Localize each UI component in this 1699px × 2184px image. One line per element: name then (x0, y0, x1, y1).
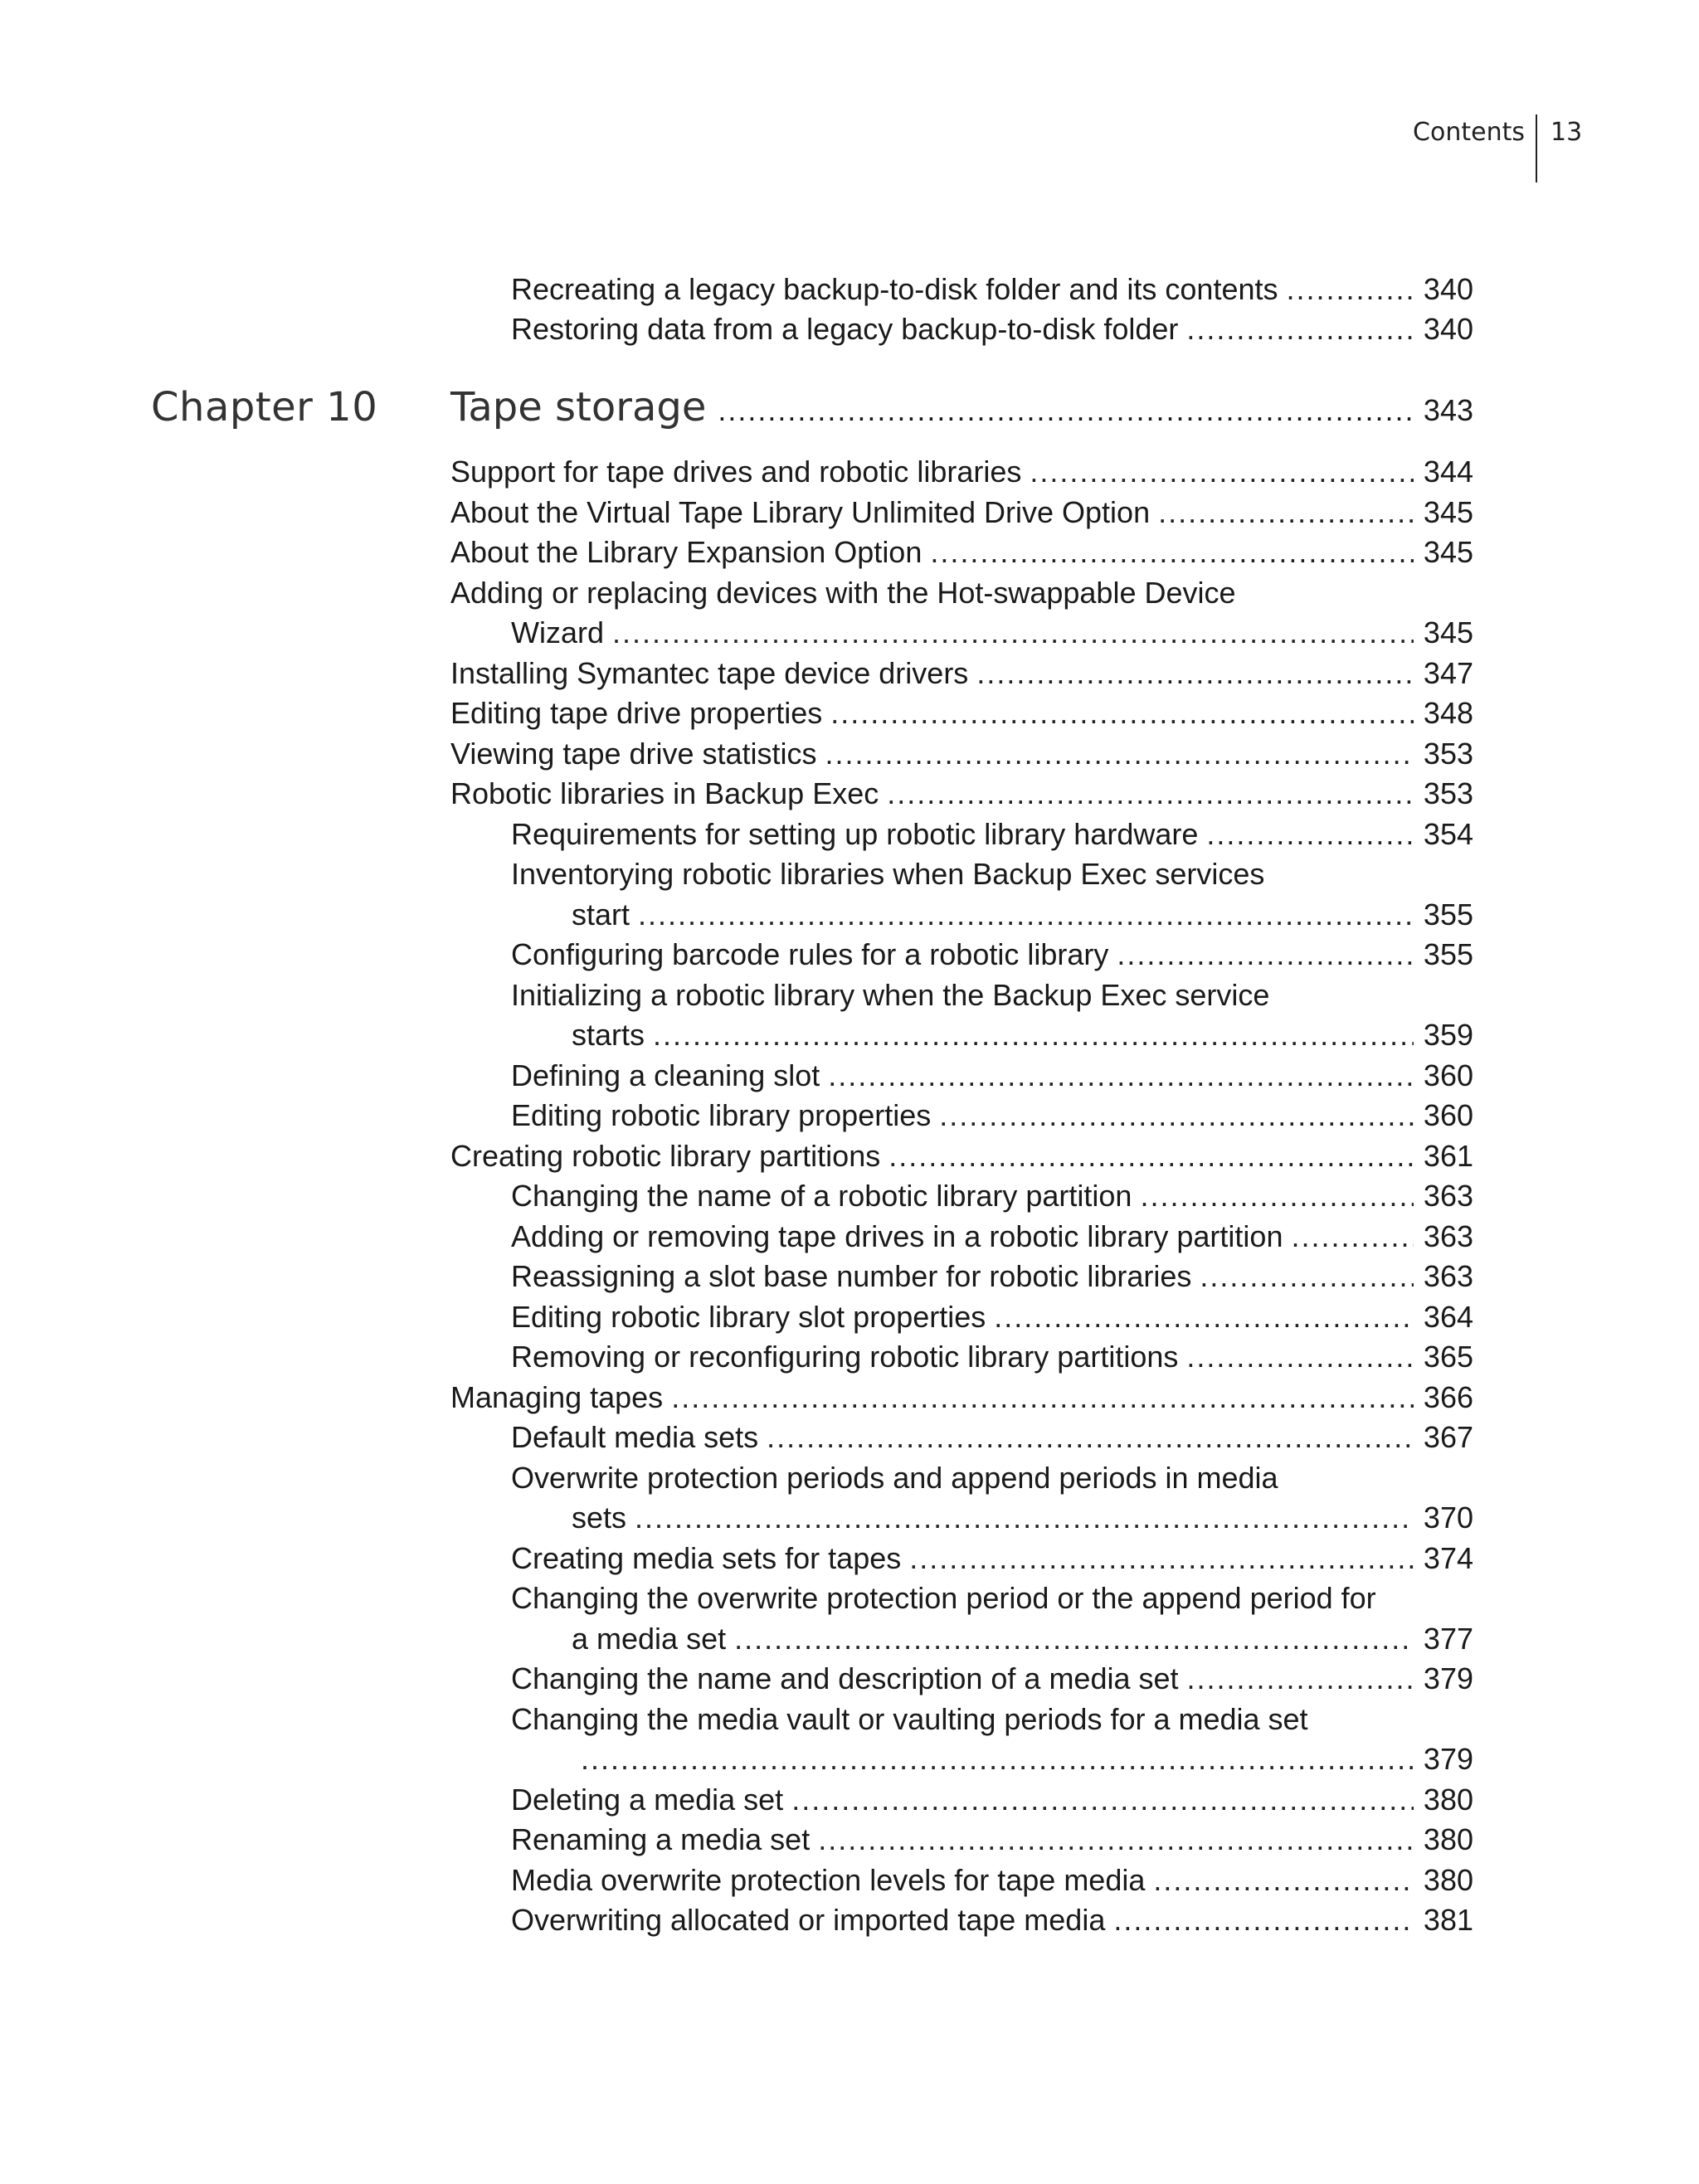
dot-leader (828, 1058, 1414, 1094)
toc-entry[interactable] (511, 1097, 1473, 1134)
running-header-section: Contents (1413, 118, 1525, 147)
toc-entry-page: 348 (1423, 696, 1473, 730)
toc-entry-page: 345 (1423, 495, 1473, 529)
toc-entry[interactable] (511, 1822, 1473, 1858)
toc-entry[interactable] (511, 1902, 1473, 1938)
toc-entry[interactable] (572, 1621, 1473, 1657)
toc-entry-page: 347 (1423, 656, 1473, 690)
toc-entry-page: 381 (1423, 1903, 1473, 1937)
toc-entry[interactable] (450, 454, 1473, 490)
toc-entry-title: Deleting a media set (511, 1783, 784, 1817)
dot-leader (1158, 494, 1414, 531)
toc-entry-page: 363 (1423, 1219, 1473, 1253)
toc-entry-page: 355 (1423, 937, 1473, 971)
dot-leader (653, 1017, 1414, 1053)
toc-entry-title: Viewing tape drive statistics (450, 737, 817, 771)
dot-leader (1186, 311, 1414, 348)
toc-entry-page: 379 (1423, 1661, 1473, 1695)
toc-entry-page: 379 (1423, 1742, 1473, 1776)
toc-entry[interactable] (572, 1017, 1473, 1053)
toc-entry-page: 363 (1423, 1259, 1473, 1293)
toc-entry[interactable] (511, 615, 1473, 651)
toc-entry-title: About the Library Expansion Option (450, 535, 923, 569)
toc-entry-page: 345 (1423, 535, 1473, 569)
toc-entry[interactable] (511, 1782, 1473, 1818)
toc-entry[interactable] (572, 897, 1473, 933)
dot-leader (1200, 1258, 1414, 1295)
dot-leader (825, 736, 1414, 772)
toc-entry-page: 380 (1423, 1863, 1473, 1897)
toc-entry-title: Installing Symantec tape device drivers (450, 656, 969, 690)
dot-leader (1291, 1218, 1413, 1255)
toc-entry-page: 366 (1423, 1380, 1473, 1414)
toc-entry-title: Media overwrite protection levels for tape media (511, 1863, 1146, 1897)
toc-entry-title: Support for tape drives and robotic libraries (450, 455, 1022, 489)
toc-entry-title: Defining a cleaning slot (511, 1058, 820, 1092)
dot-leader (1030, 454, 1414, 490)
toc-entry[interactable] (511, 1178, 1473, 1214)
toc-entry-first-line[interactable]: Overwrite protection periods and append periods in media (511, 1461, 1278, 1495)
toc-entry-page: 345 (1423, 615, 1473, 649)
dot-leader (767, 1419, 1414, 1456)
toc-entry-first-line[interactable]: Inventorying robotic libraries when Backup Exec services (511, 857, 1265, 891)
dot-leader (791, 1782, 1414, 1818)
toc-entry[interactable] (511, 311, 1473, 348)
toc-entry-page: 380 (1423, 1783, 1473, 1817)
dot-leader (635, 1500, 1414, 1536)
dot-leader (1287, 271, 1414, 308)
toc-entry[interactable] (572, 1500, 1473, 1536)
toc-entry-title: Managing tapes (450, 1380, 664, 1414)
toc-entry-page: 353 (1423, 776, 1473, 810)
toc-entry-title: Adding or removing tape drives in a robotic library partition (511, 1219, 1283, 1253)
toc-entry-first-line[interactable]: Changing the media vault or vaulting periods for a media set (511, 1702, 1308, 1736)
toc-entry-page: 380 (1423, 1822, 1473, 1856)
toc-entry-page: 365 (1423, 1340, 1473, 1374)
dot-leader (1186, 1339, 1414, 1375)
toc-entry[interactable] (450, 494, 1473, 531)
dot-leader (638, 897, 1414, 933)
toc-entry-first-line[interactable]: Adding or replacing devices with the Hot-swappable Device (450, 576, 1236, 610)
running-header (0, 114, 1699, 189)
toc-entry[interactable] (450, 776, 1473, 812)
toc-entry-page: 360 (1423, 1098, 1473, 1132)
toc-entry-continuation: a media set (572, 1622, 727, 1656)
chapter-page: 343 (1423, 393, 1473, 427)
dot-leader (1117, 936, 1414, 973)
toc-entry-title: Restoring data from a legacy backup-to-disk folder (511, 312, 1179, 346)
toc-entry-page: 370 (1423, 1501, 1473, 1535)
toc-entry[interactable] (511, 1218, 1473, 1255)
toc-entry[interactable] (511, 1661, 1473, 1697)
toc-entry-title: Reassigning a slot base number for robotic libraries (511, 1259, 1192, 1293)
toc-entry-title: Removing or reconfiguring robotic library partitions (511, 1340, 1179, 1374)
toc-entry[interactable] (450, 1379, 1473, 1416)
toc-entry[interactable] (511, 1258, 1473, 1295)
toc-entry-title: Renaming a media set (511, 1822, 811, 1856)
toc-entry-page: 354 (1423, 817, 1473, 851)
dot-leader (612, 615, 1414, 651)
header-divider (1536, 114, 1537, 182)
toc-entry[interactable] (581, 1741, 1473, 1778)
dot-leader (1206, 816, 1414, 853)
dot-leader (976, 655, 1414, 692)
toc-entry-title: Configuring barcode rules for a robotic library (511, 937, 1109, 971)
toc-entry-title: Default media sets (511, 1420, 759, 1454)
toc-entry-page: 340 (1423, 312, 1473, 346)
toc-entry-continuation: starts (572, 1018, 645, 1052)
dot-leader (1113, 1902, 1414, 1938)
toc-entry[interactable] (511, 271, 1473, 308)
toc-entry-title: Editing robotic library properties (511, 1098, 932, 1132)
toc-entry-page: 360 (1423, 1058, 1473, 1092)
toc-entry-continuation: Wizard (511, 615, 605, 649)
toc-entry-page: 353 (1423, 737, 1473, 771)
toc-entry-page: 344 (1423, 455, 1473, 489)
dot-leader (734, 1621, 1414, 1657)
toc-entry-title: Changing the name of a robotic library partition (511, 1179, 1132, 1213)
toc-entry[interactable] (511, 1299, 1473, 1335)
dot-leader (830, 695, 1414, 732)
toc-entry-page: 364 (1423, 1300, 1473, 1334)
toc-entry-first-line[interactable]: Changing the overwrite protection period or the append period for (511, 1581, 1376, 1615)
dot-leader (1187, 1661, 1414, 1697)
toc-entry[interactable] (450, 695, 1473, 732)
dot-leader (930, 534, 1414, 571)
dot-leader (939, 1097, 1414, 1134)
toc-entry-title: Creating robotic library partitions (450, 1139, 881, 1173)
toc-entry-title: Requirements for setting up robotic library hardware (511, 817, 1199, 851)
toc-entry-title: Creating media sets for tapes (511, 1541, 902, 1575)
dot-leader (818, 1822, 1414, 1858)
dot-leader (1140, 1178, 1413, 1214)
toc-entry-continuation: sets (572, 1501, 627, 1535)
dot-leader (1153, 1862, 1414, 1899)
toc-entry-title: Robotic libraries in Backup Exec (450, 776, 879, 810)
toc-entry-title: Editing tape drive properties (450, 696, 823, 730)
toc-entry-continuation: start (572, 897, 630, 931)
toc-entry[interactable] (450, 534, 1473, 571)
toc-entry-page: 359 (1423, 1018, 1473, 1052)
toc-entry-title: Editing robotic library slot properties (511, 1300, 986, 1334)
chapter-label: Chapter 10 (151, 384, 378, 430)
toc-entry[interactable] (511, 1419, 1473, 1456)
dot-leader (909, 1540, 1414, 1577)
toc-entry[interactable] (511, 1058, 1473, 1094)
toc-entry[interactable] (511, 1339, 1473, 1375)
dot-leader (887, 776, 1414, 812)
toc-entry[interactable] (511, 936, 1473, 973)
dot-leader (718, 393, 1414, 428)
toc-entry-page: 374 (1423, 1541, 1473, 1575)
dot-leader (888, 1138, 1414, 1175)
toc-entry-title: Recreating a legacy backup-to-disk folder and its contents (511, 272, 1278, 306)
toc-entry-title: Overwriting allocated or imported tape media (511, 1903, 1106, 1937)
toc-entry-page: 363 (1423, 1179, 1473, 1213)
toc-entry[interactable] (511, 1862, 1473, 1899)
toc-entry-page: 355 (1423, 897, 1473, 931)
toc-entry[interactable] (511, 816, 1473, 853)
toc-entry-first-line[interactable]: Initializing a robotic library when the Backup Exec service (511, 978, 1270, 1012)
toc-entry[interactable] (450, 655, 1473, 692)
toc-entry-page: 377 (1423, 1622, 1473, 1656)
toc-entry[interactable] (511, 1540, 1473, 1577)
toc-entry-page: 361 (1423, 1139, 1473, 1173)
toc-entry-title: About the Virtual Tape Library Unlimited Drive Option (450, 495, 1151, 529)
chapter-title: Tape storage (450, 384, 707, 430)
dot-leader (671, 1379, 1414, 1416)
chapter-heading[interactable] (450, 384, 1473, 434)
dot-leader (994, 1299, 1414, 1335)
dot-leader (581, 1741, 1414, 1778)
toc-entry-page: 340 (1423, 272, 1473, 306)
toc-entry[interactable] (450, 1138, 1473, 1175)
toc-entry[interactable] (450, 736, 1473, 772)
toc-entry-title: Changing the name and description of a media set (511, 1661, 1179, 1695)
running-header-page-number: 13 (1551, 118, 1583, 147)
toc-entry-page: 367 (1423, 1420, 1473, 1454)
